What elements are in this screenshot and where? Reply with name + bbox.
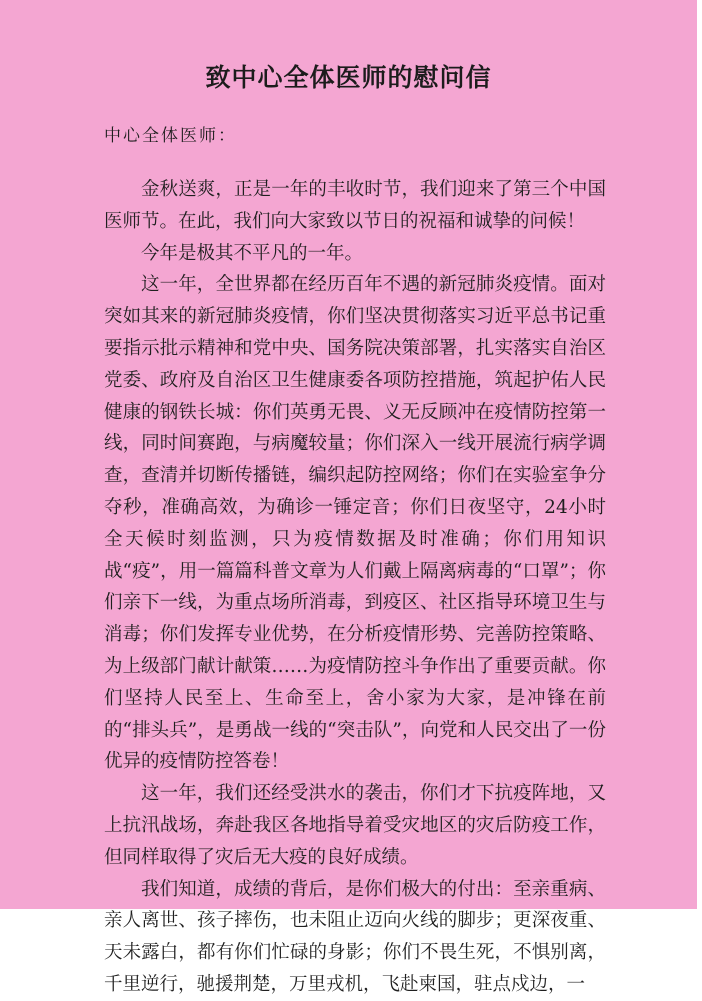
salutation: 中心全体医师： xyxy=(104,126,237,146)
paragraph-epidemic: 这一年，全世界都在经历百年不遇的新冠肺炎疫情。面对突如其来的新冠肺炎疫情，你们坚决贯彻落实习近平总书记重要指示批示精神和党中央、国务院决策部署，扎实落实自治区党委、政府及自治区卫生健康委各项防控措施，筑起护佑人民健康的钢铁长城：你们英勇无畏、义无反顾冲在疫情防控第一线，同时间赛跑，与病魔较量；你们深入一线开展流行病学调查，查清并切断传播链，编织起防控网络；你们在实验室争分夺秒，准确高效，为确诊一锤定音；你们日夜坚守，24小时全天候时刻监测，只为疫情数据及时准确；你们用知识战“疫”，用一篇篇科普文章为人们戴上隔离病毒的“口罩”；你们亲下一线，为重点场所消毒，到疫区、社区指导环境卫生与消毒；你们发挥专业优势，在分析疫情形势、完善防控策略、为上级部门献计献策……为疫情防控斗争作出了重要贡献。你们坚持人民至上、生命至上，舍小家为大家，是冲锋在前的“排头兵”，是勇战一线的“突击队”，向党和人民交出了一份优异的疫情防控答卷！ xyxy=(104,274,606,773)
letter-title: 致中心全体医师的慰问信 xyxy=(205,63,492,92)
paragraph-extraordinary-year: 今年是极其不平凡的一年。 xyxy=(141,242,364,264)
paragraph-sacrifice: 我们知道，成绩的背后，是你们极大的付出：至亲重病、亲人离世、孩子摔伤，也未阻止迈向火线的脚步；更深夜重、天未露白，都有你们忙碌的身影；你们不畏生死，不惧别离，千里逆行，驰援荆楚，万里戎机，飞赴柬国，驻点戍边，一 xyxy=(104,878,606,995)
paragraph-flood: 这一年，我们还经受洪水的袭击，你们才下抗疫阵地，又上抗汛战场，奔赴我区各地指导着受灾地区的灾后防疫工作，但同样取得了灾后无大疫的良好成绩。 xyxy=(104,783,606,868)
paragraph-greeting: 金秋送爽，正是一年的丰收时节，我们迎来了第三个中国医师节。在此，我们向大家致以节日的祝福和诚挚的问候！ xyxy=(104,179,606,232)
letter-body xyxy=(104,174,606,1001)
